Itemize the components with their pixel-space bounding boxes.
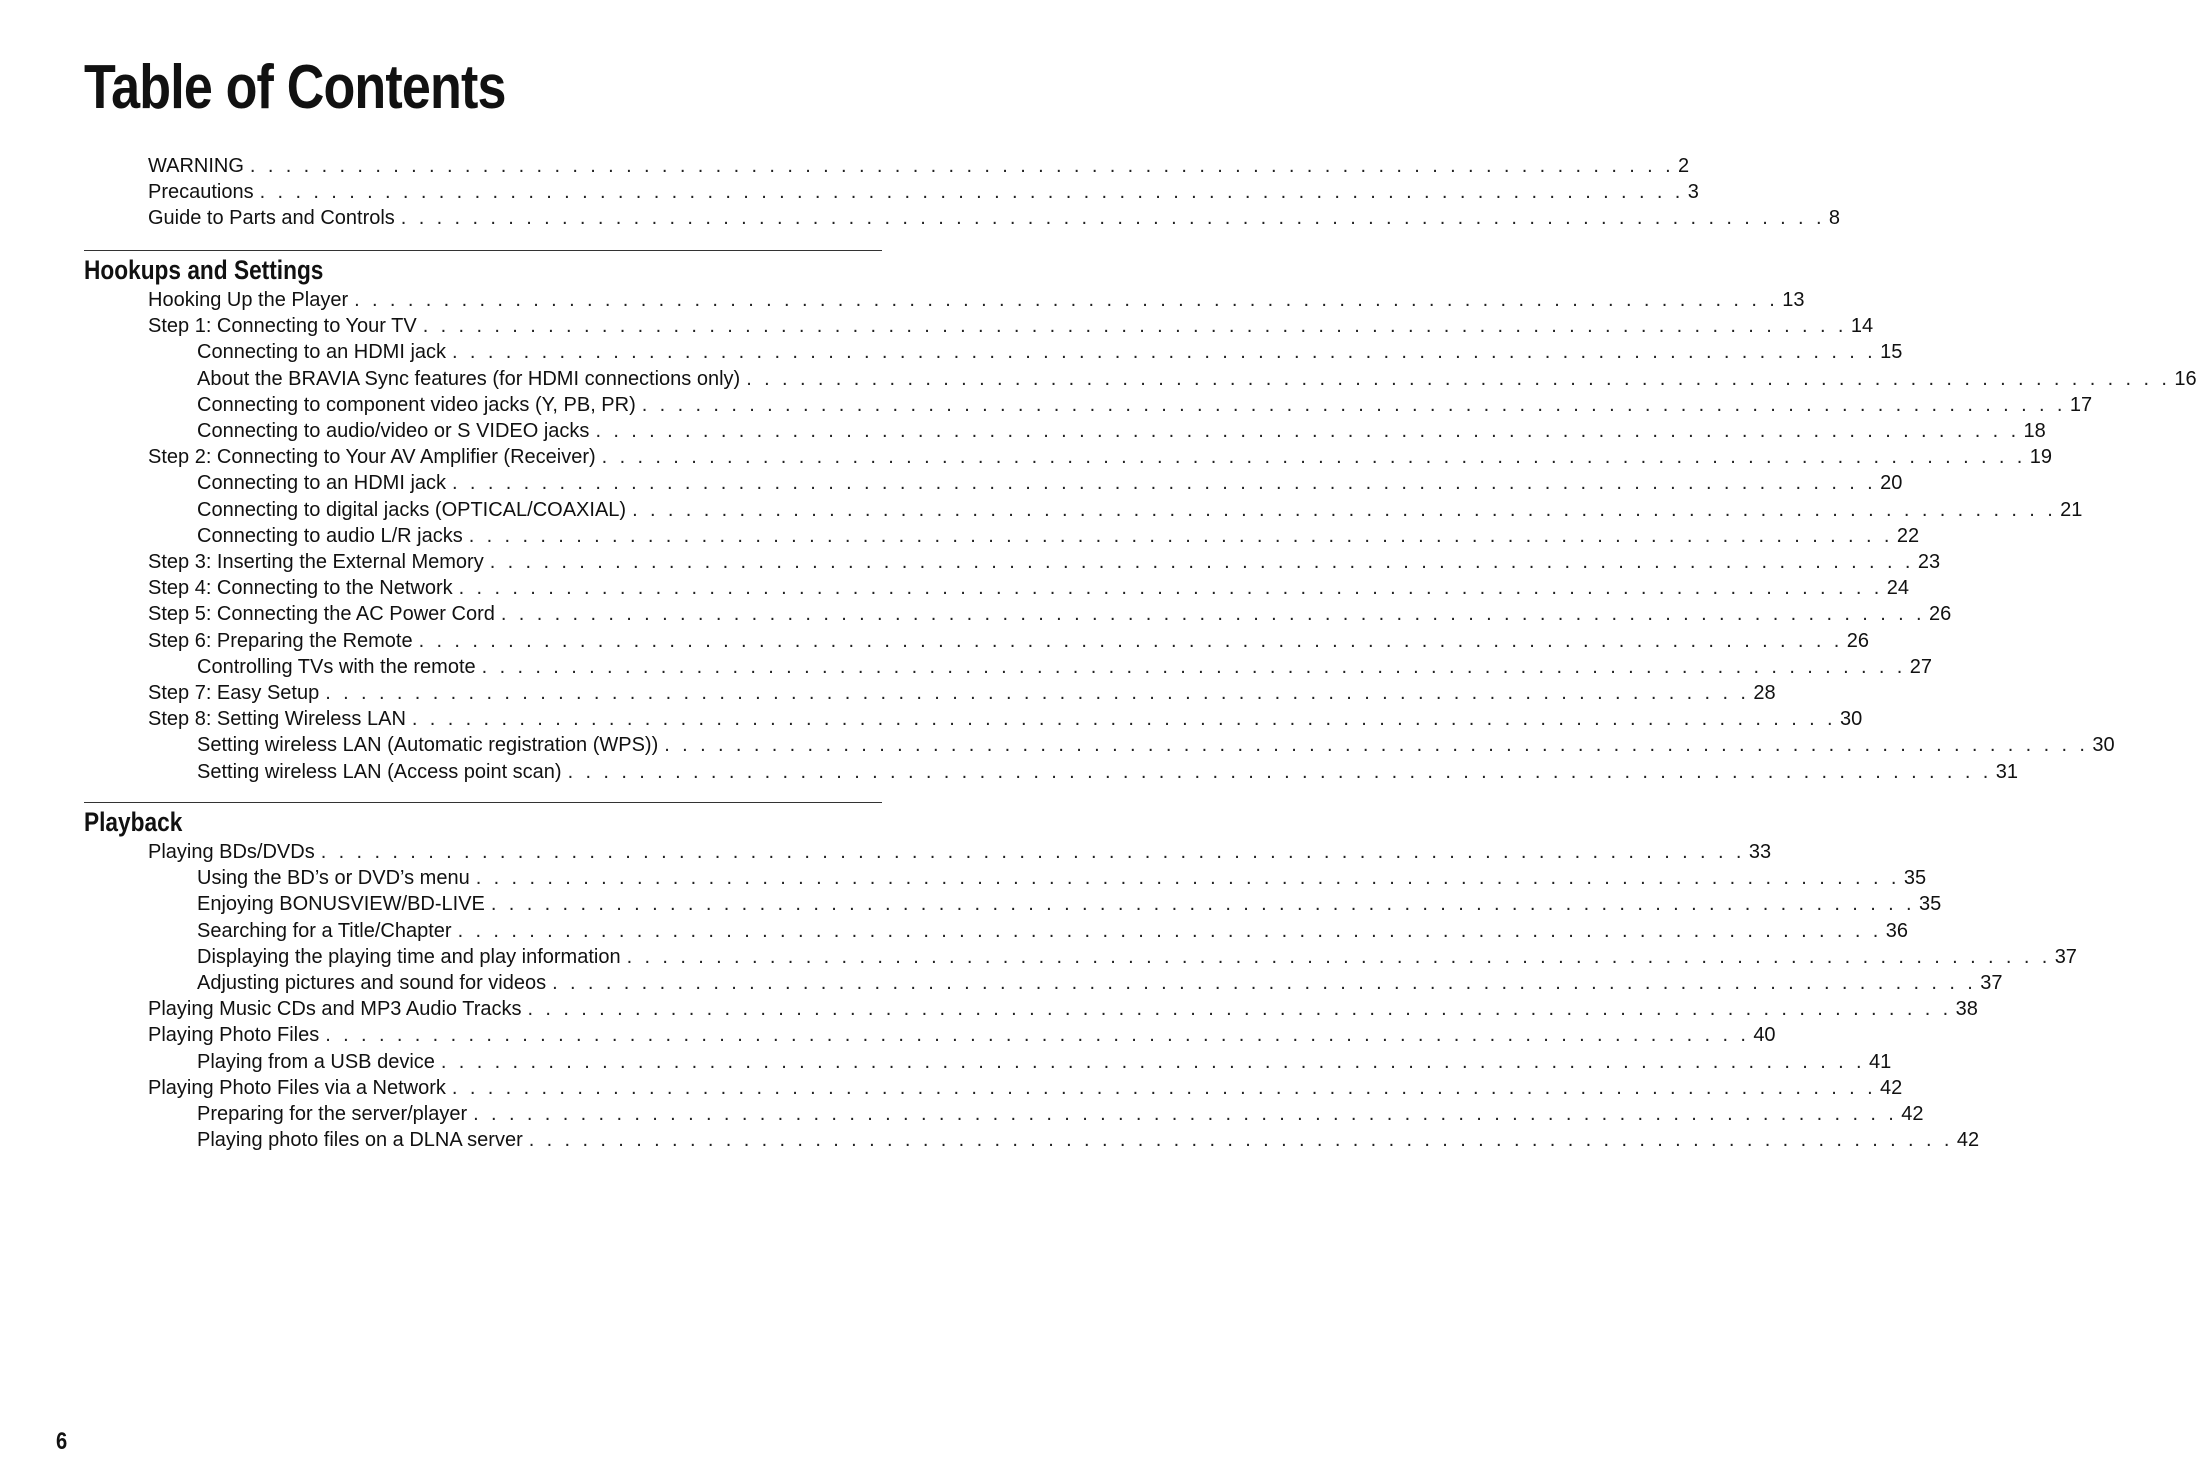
toc-entry-label: Searching for a Title/Chapter: [197, 919, 452, 942]
toc-entry[interactable]: [197, 392, 2093, 418]
dot-leader: . . . . . . . . . . . . . . . . . . . . . . . . . . . . . . . . . . . . . . . . . . . . . . . . . . . . . . . . . . . . . . . . . . . . . . . . . . . . . . . .: [354, 289, 1779, 311]
toc-entry-label: Connecting to an HDMI jack: [197, 341, 447, 364]
dot-leader: . . . . . . . . . . . . . . . . . . . . . . . . . . . . . . . . . . . . . . . . . . . . . . . . . . . . . . . . . . . . . . . . . . . . . . . . . . . . . . . .: [259, 181, 1684, 204]
toc-entry-label: Setting wireless LAN (Automatic registration (WPS)): [197, 734, 659, 757]
toc-entry-page: 3: [1687, 181, 1699, 204]
toc-entry-page: 27: [1909, 655, 1933, 678]
section-divider: [84, 802, 882, 803]
toc-entry[interactable]: [197, 891, 1942, 917]
toc-entry[interactable]: [197, 470, 1903, 496]
toc-entry-page: 23: [1917, 551, 1941, 573]
dot-leader: . . . . . . . . . . . . . . . . . . . . . . . . . . . . . . . . . . . . . . . . . . . . . . . . . . . . . . . . . . . . . . . . . . . . . . . . . . . . . . . .: [458, 577, 1883, 600]
toc-entry[interactable]: [148, 601, 1952, 627]
toc-entry-page: 16: [2174, 367, 2197, 390]
toc-entry-page: 21: [2060, 498, 2083, 521]
dot-leader: . . . . . . . . . . . . . . . . . . . . . . . . . . . . . . . . . . . . . . . . . . . . . . . . . . . . . . . . . . . . . . . . . . . . . . . . . . . . . . . .: [452, 472, 1877, 495]
section-divider: [84, 250, 882, 251]
toc-entry-label: Step 3: Inserting the External Memory: [148, 551, 484, 573]
toc-entry[interactable]: [148, 179, 1699, 205]
dot-leader: . . . . . . . . . . . . . . . . . . . . . . . . . . . . . . . . . . . . . . . . . . . . . . . . . . . . . . . . . . . . . . . . . . . . . . . . . . . . . . . .: [632, 498, 2057, 521]
section-heading: Playback: [84, 807, 183, 837]
toc-entry[interactable]: [148, 680, 1776, 706]
toc-entry-label: Step 8: Setting Wireless LAN: [148, 708, 406, 731]
toc-entry-page: 28: [1753, 682, 1776, 704]
toc-entry-page: 37: [2054, 945, 2077, 968]
dot-leader: . . . . . . . . . . . . . . . . . . . . . . . . . . . . . . . . . . . . . . . . . . . . . . . . . . . . . . . . . . . . . . . . . . . . . . . . . . . . . . . .: [489, 551, 1914, 573]
toc-entry-page: 26: [1928, 603, 1952, 626]
toc-entry[interactable]: [148, 444, 2053, 470]
dot-leader: . . . . . . . . . . . . . . . . . . . . . . . . . . . . . . . . . . . . . . . . . . . . . . . . . . . . . . . . . . . . . . . . . . . . . . . . . . . . . . . .: [320, 841, 1745, 863]
dot-leader: . . . . . . . . . . . . . . . . . . . . . . . . . . . . . . . . . . . . . . . . . . . . . . . . . . . . . . . . . . . . . . . . . . . . . . . . . . . . . . . .: [451, 1076, 1877, 1099]
toc-entry-label: Playing Music CDs and MP3 Audio Tracks: [148, 998, 522, 1021]
dot-leader: . . . . . . . . . . . . . . . . . . . . . . . . . . . . . . . . . . . . . . . . . . . . . . . . . . . . . . . . . . . . . . . . . . . . . . . . . . . . . . . .: [457, 919, 1882, 942]
toc-entry-label: Guide to Parts and Controls: [148, 207, 395, 230]
toc-entry[interactable]: [197, 918, 1908, 944]
dot-leader: . . . . . . . . . . . . . . . . . . . . . . . . . . . . . . . . . . . . . . . . . . . . . . . . . . . . . . . . . . . . . . . . . . . . . . . . . . . . . . . .: [481, 655, 1906, 678]
toc-entry-page: 37: [1980, 972, 2003, 994]
dot-leader: . . . . . . . . . . . . . . . . . . . . . . . . . . . . . . . . . . . . . . . . . . . . . . . . . . . . . . . . . . . . . . . . . . . . . . . . . . . . . . . .: [418, 629, 1843, 652]
toc-entry[interactable]: [197, 759, 2018, 785]
toc-entry-label: Using the BD’s or DVD’s menu: [197, 867, 470, 890]
toc-entry[interactable]: [197, 339, 1903, 365]
dot-leader: . . . . . . . . . . . . . . . . . . . . . . . . . . . . . . . . . . . . . . . . . . . . . . . . . . . . . . . . . . . . . . . . . . . . . . . . . . . . . . . .: [500, 603, 1925, 626]
toc-entry-label: Setting wireless LAN (Access point scan): [197, 760, 562, 783]
dot-leader: . . . . . . . . . . . . . . . . . . . . . . . . . . . . . . . . . . . . . . . . . . . . . . . . . . . . . . . . . . . . . . . . . . . . . . . . . . . . . . . .: [452, 341, 1877, 364]
toc-entry-label: Playing Photo Files: [148, 1024, 320, 1047]
toc-entry[interactable]: [148, 706, 1863, 732]
toc-entry-page: 17: [2069, 393, 2093, 416]
toc-entry[interactable]: [197, 654, 1933, 680]
toc-entry[interactable]: [197, 497, 2083, 523]
toc-entry-page: 35: [1903, 867, 1927, 890]
page-title: Table of Contents: [84, 53, 506, 122]
toc-entry[interactable]: [148, 628, 1869, 654]
toc-entry-label: Step 1: Connecting to Your TV: [148, 315, 417, 338]
toc-entry-label: Controlling TVs with the remote: [197, 655, 476, 678]
toc-entry[interactable]: [197, 865, 1927, 891]
toc-entry-label: Playing Photo Files via a Network: [148, 1076, 446, 1099]
toc-entry-label: Step 4: Connecting to the Network: [148, 577, 453, 600]
dot-leader: . . . . . . . . . . . . . . . . . . . . . . . . . . . . . . . . . . . . . . . . . . . . . . . . . . . . . . . . . . . . . . . . . . . . . . . . . . . . . . . .: [595, 420, 2020, 442]
toc-entry[interactable]: [148, 287, 1805, 313]
toc-entry-page: 30: [2092, 734, 2115, 757]
page-number: 6: [56, 1428, 68, 1455]
toc-entry-label: WARNING: [148, 155, 244, 177]
toc-entry-label: About the BRAVIA Sync features (for HDMI connections only): [197, 367, 741, 390]
toc-entry[interactable]: [148, 996, 1978, 1022]
toc-entry[interactable]: [148, 839, 1772, 865]
dot-leader: . . . . . . . . . . . . . . . . . . . . . . . . . . . . . . . . . . . . . . . . . . . . . . . . . . . . . . . . . . . . . . . . . . . . . . . . . . . . . . . .: [664, 734, 2089, 757]
toc-entry[interactable]: [148, 575, 1909, 601]
toc-entry[interactable]: [148, 1022, 1776, 1048]
toc-entry-label: Preparing for the server/player: [197, 1103, 468, 1125]
dot-leader: . . . . . . . . . . . . . . . . . . . . . . . . . . . . . . . . . . . . . . . . . . . . . . . . . . . . . . . . . . . . . . . . . . . . . . . . . . . . . . . .: [411, 708, 1836, 731]
dot-leader: . . . . . . . . . . . . . . . . . . . . . . . . . . . . . . . . . . . . . . . . . . . . . . . . . . . . . . . . . . . . . . . . . . . . . . . . . . . . . . . .: [475, 867, 1900, 890]
toc-entry-page: 30: [1840, 708, 1863, 731]
toc-entry-label: Connecting to audio/video or S VIDEO jacks: [197, 420, 590, 442]
toc-entry[interactable]: [197, 418, 2046, 444]
toc-entry-label: Step 6: Preparing the Remote: [148, 629, 413, 652]
toc-entry-page: 19: [2029, 446, 2053, 469]
toc-entry-label: Adjusting pictures and sound for videos: [197, 972, 547, 994]
dot-leader: . . . . . . . . . . . . . . . . . . . . . . . . . . . . . . . . . . . . . . . . . . . . . . . . . . . . . . . . . . . . . . . . . . . . . . . . . . . . . . . .: [746, 367, 2171, 390]
toc-entry-page: 18: [2023, 420, 2046, 442]
toc-entry[interactable]: [197, 1101, 1924, 1127]
toc-entry-label: Step 2: Connecting to Your AV Amplifier (Receiver): [148, 446, 596, 469]
toc-entry-page: 8: [1828, 207, 1841, 230]
toc-entry-label: Connecting to audio L/R jacks: [197, 524, 463, 547]
dot-leader: . . . . . . . . . . . . . . . . . . . . . . . . . . . . . . . . . . . . . . . . . . . . . . . . . . . . . . . . . . . . . . . . . . . . . . . . . . . . . . . .: [400, 207, 1825, 230]
dot-leader: . . . . . . . . . . . . . . . . . . . . . . . . . . . . . . . . . . . . . . . . . . . . . . . . . . . . . . . . . . . . . . . . . . . . . . . . . . . . . . . .: [325, 682, 1750, 704]
dot-leader: . . . . . . . . . . . . . . . . . . . . . . . . . . . . . . . . . . . . . . . . . . . . . . . . . . . . . . . . . . . . . . . . . . . . . . . . . . . . . . . .: [527, 998, 1952, 1021]
toc-entry-label: Step 5: Connecting the AC Power Cord: [148, 603, 495, 626]
dot-leader: . . . . . . . . . . . . . . . . . . . . . . . . . . . . . . . . . . . . . . . . . . . . . . . . . . . . . . . . . . . . . . . . . . . . . . . . . . . . . . . .: [567, 760, 1992, 783]
toc-entry-page: 24: [1886, 577, 1909, 600]
toc-entry[interactable]: [197, 523, 1920, 549]
dot-leader: . . . . . . . . . . . . . . . . . . . . . . . . . . . . . . . . . . . . . . . . . . . . . . . . . . . . . . . . . . . . . . . . . . . . . . . . . . . . . . . .: [468, 524, 1893, 547]
dot-leader: . . . . . . . . . . . . . . . . . . . . . . . . . . . . . . . . . . . . . . . . . . . . . . . . . . . . . . . . . . . . . . . . . . . . . . . . . . . . . . . .: [626, 945, 2051, 968]
toc-entry-label: Hooking Up the Player: [148, 289, 349, 311]
toc-entry[interactable]: [197, 366, 2197, 392]
toc-entry[interactable]: [197, 944, 2077, 970]
dot-leader: . . . . . . . . . . . . . . . . . . . . . . . . . . . . . . . . . . . . . . . . . . . . . . . . . . . . . . . . . . . . . . . . . . . . . . . . . . . . . . . .: [601, 446, 2026, 469]
toc-entry-page: 40: [1753, 1024, 1776, 1047]
toc-entry-page: 26: [1846, 629, 1869, 652]
toc-entry-label: Connecting to an HDMI jack: [197, 472, 447, 495]
toc-entry-label: Precautions: [148, 181, 254, 204]
toc-entry-label: Connecting to component video jacks (Y, PB, PR): [197, 393, 636, 416]
dot-leader: . . . . . . . . . . . . . . . . . . . . . . . . . . . . . . . . . . . . . . . . . . . . . . . . . . . . . . . . . . . . . . . . . . . . . . . . . . . . . . . .: [249, 155, 1675, 177]
toc-entry-page: 2: [1678, 155, 1690, 177]
toc-entry[interactable]: [197, 1049, 1892, 1075]
toc-entry[interactable]: [148, 205, 1841, 231]
toc-entry-page: 36: [1885, 919, 1908, 942]
toc-entry-page: 42: [1901, 1103, 1924, 1125]
dot-leader: . . . . . . . . . . . . . . . . . . . . . . . . . . . . . . . . . . . . . . . . . . . . . . . . . . . . . . . . . . . . . . . . . . . . . . . . . . . . . . . .: [641, 393, 2066, 416]
toc-entry-page: 15: [1880, 341, 1903, 364]
toc-entry[interactable]: [148, 313, 1874, 339]
toc-entry-page: 42: [1956, 1129, 1980, 1152]
toc-entry-page: 22: [1896, 524, 1920, 547]
toc-entry[interactable]: [148, 549, 1941, 575]
toc-entry-page: 14: [1850, 315, 1874, 338]
toc-entry-label: Playing from a USB device: [197, 1050, 435, 1073]
dot-leader: . . . . . . . . . . . . . . . . . . . . . . . . . . . . . . . . . . . . . . . . . . . . . . . . . . . . . . . . . . . . . . . . . . . . . . . . . . . . . . . .: [325, 1024, 1750, 1047]
toc-entry-label: Playing BDs/DVDs: [148, 841, 315, 863]
toc-entry-label: Playing photo files on a DLNA server: [197, 1129, 523, 1152]
section-heading: Hookups and Settings: [84, 255, 324, 285]
toc-entry-label: Enjoying BONUSVIEW/BD-LIVE: [197, 893, 485, 916]
toc-entry[interactable]: [197, 970, 2003, 996]
toc-entry-page: 20: [1880, 472, 1903, 495]
toc-entry-label: Connecting to digital jacks (OPTICAL/COAXIAL): [197, 498, 627, 521]
toc-entry-page: 42: [1880, 1076, 1903, 1099]
toc-entry-page: 41: [1869, 1050, 1892, 1073]
toc-entry-page: 33: [1748, 841, 1772, 863]
toc-entry-label: Step 7: Easy Setup: [148, 682, 320, 704]
toc-entry-page: 38: [1955, 998, 1978, 1021]
dot-leader: . . . . . . . . . . . . . . . . . . . . . . . . . . . . . . . . . . . . . . . . . . . . . . . . . . . . . . . . . . . . . . . . . . . . . . . . . . . . . . . .: [552, 972, 1977, 994]
dot-leader: . . . . . . . . . . . . . . . . . . . . . . . . . . . . . . . . . . . . . . . . . . . . . . . . . . . . . . . . . . . . . . . . . . . . . . . . . . . . . . . .: [440, 1050, 1865, 1073]
toc-entry[interactable]: [148, 1075, 1903, 1101]
dot-leader: . . . . . . . . . . . . . . . . . . . . . . . . . . . . . . . . . . . . . . . . . . . . . . . . . . . . . . . . . . . . . . . . . . . . . . . . . . . . . . . .: [528, 1129, 1953, 1152]
dot-leader: . . . . . . . . . . . . . . . . . . . . . . . . . . . . . . . . . . . . . . . . . . . . . . . . . . . . . . . . . . . . . . . . . . . . . . . . . . . . . . . .: [422, 315, 1847, 338]
toc-entry[interactable]: [197, 1127, 1980, 1153]
toc-entry[interactable]: [148, 153, 1690, 179]
toc-entry[interactable]: [197, 732, 2115, 758]
toc-entry-label: Displaying the playing time and play information: [197, 945, 621, 968]
toc-entry-page: 35: [1918, 893, 1942, 916]
dot-leader: . . . . . . . . . . . . . . . . . . . . . . . . . . . . . . . . . . . . . . . . . . . . . . . . . . . . . . . . . . . . . . . . . . . . . . . . . . . . . . . .: [473, 1103, 1898, 1125]
dot-leader: . . . . . . . . . . . . . . . . . . . . . . . . . . . . . . . . . . . . . . . . . . . . . . . . . . . . . . . . . . . . . . . . . . . . . . . . . . . . . . . .: [490, 893, 1915, 916]
toc-entry-page: 13: [1782, 289, 1805, 311]
toc-entry-page: 31: [1995, 760, 2018, 783]
